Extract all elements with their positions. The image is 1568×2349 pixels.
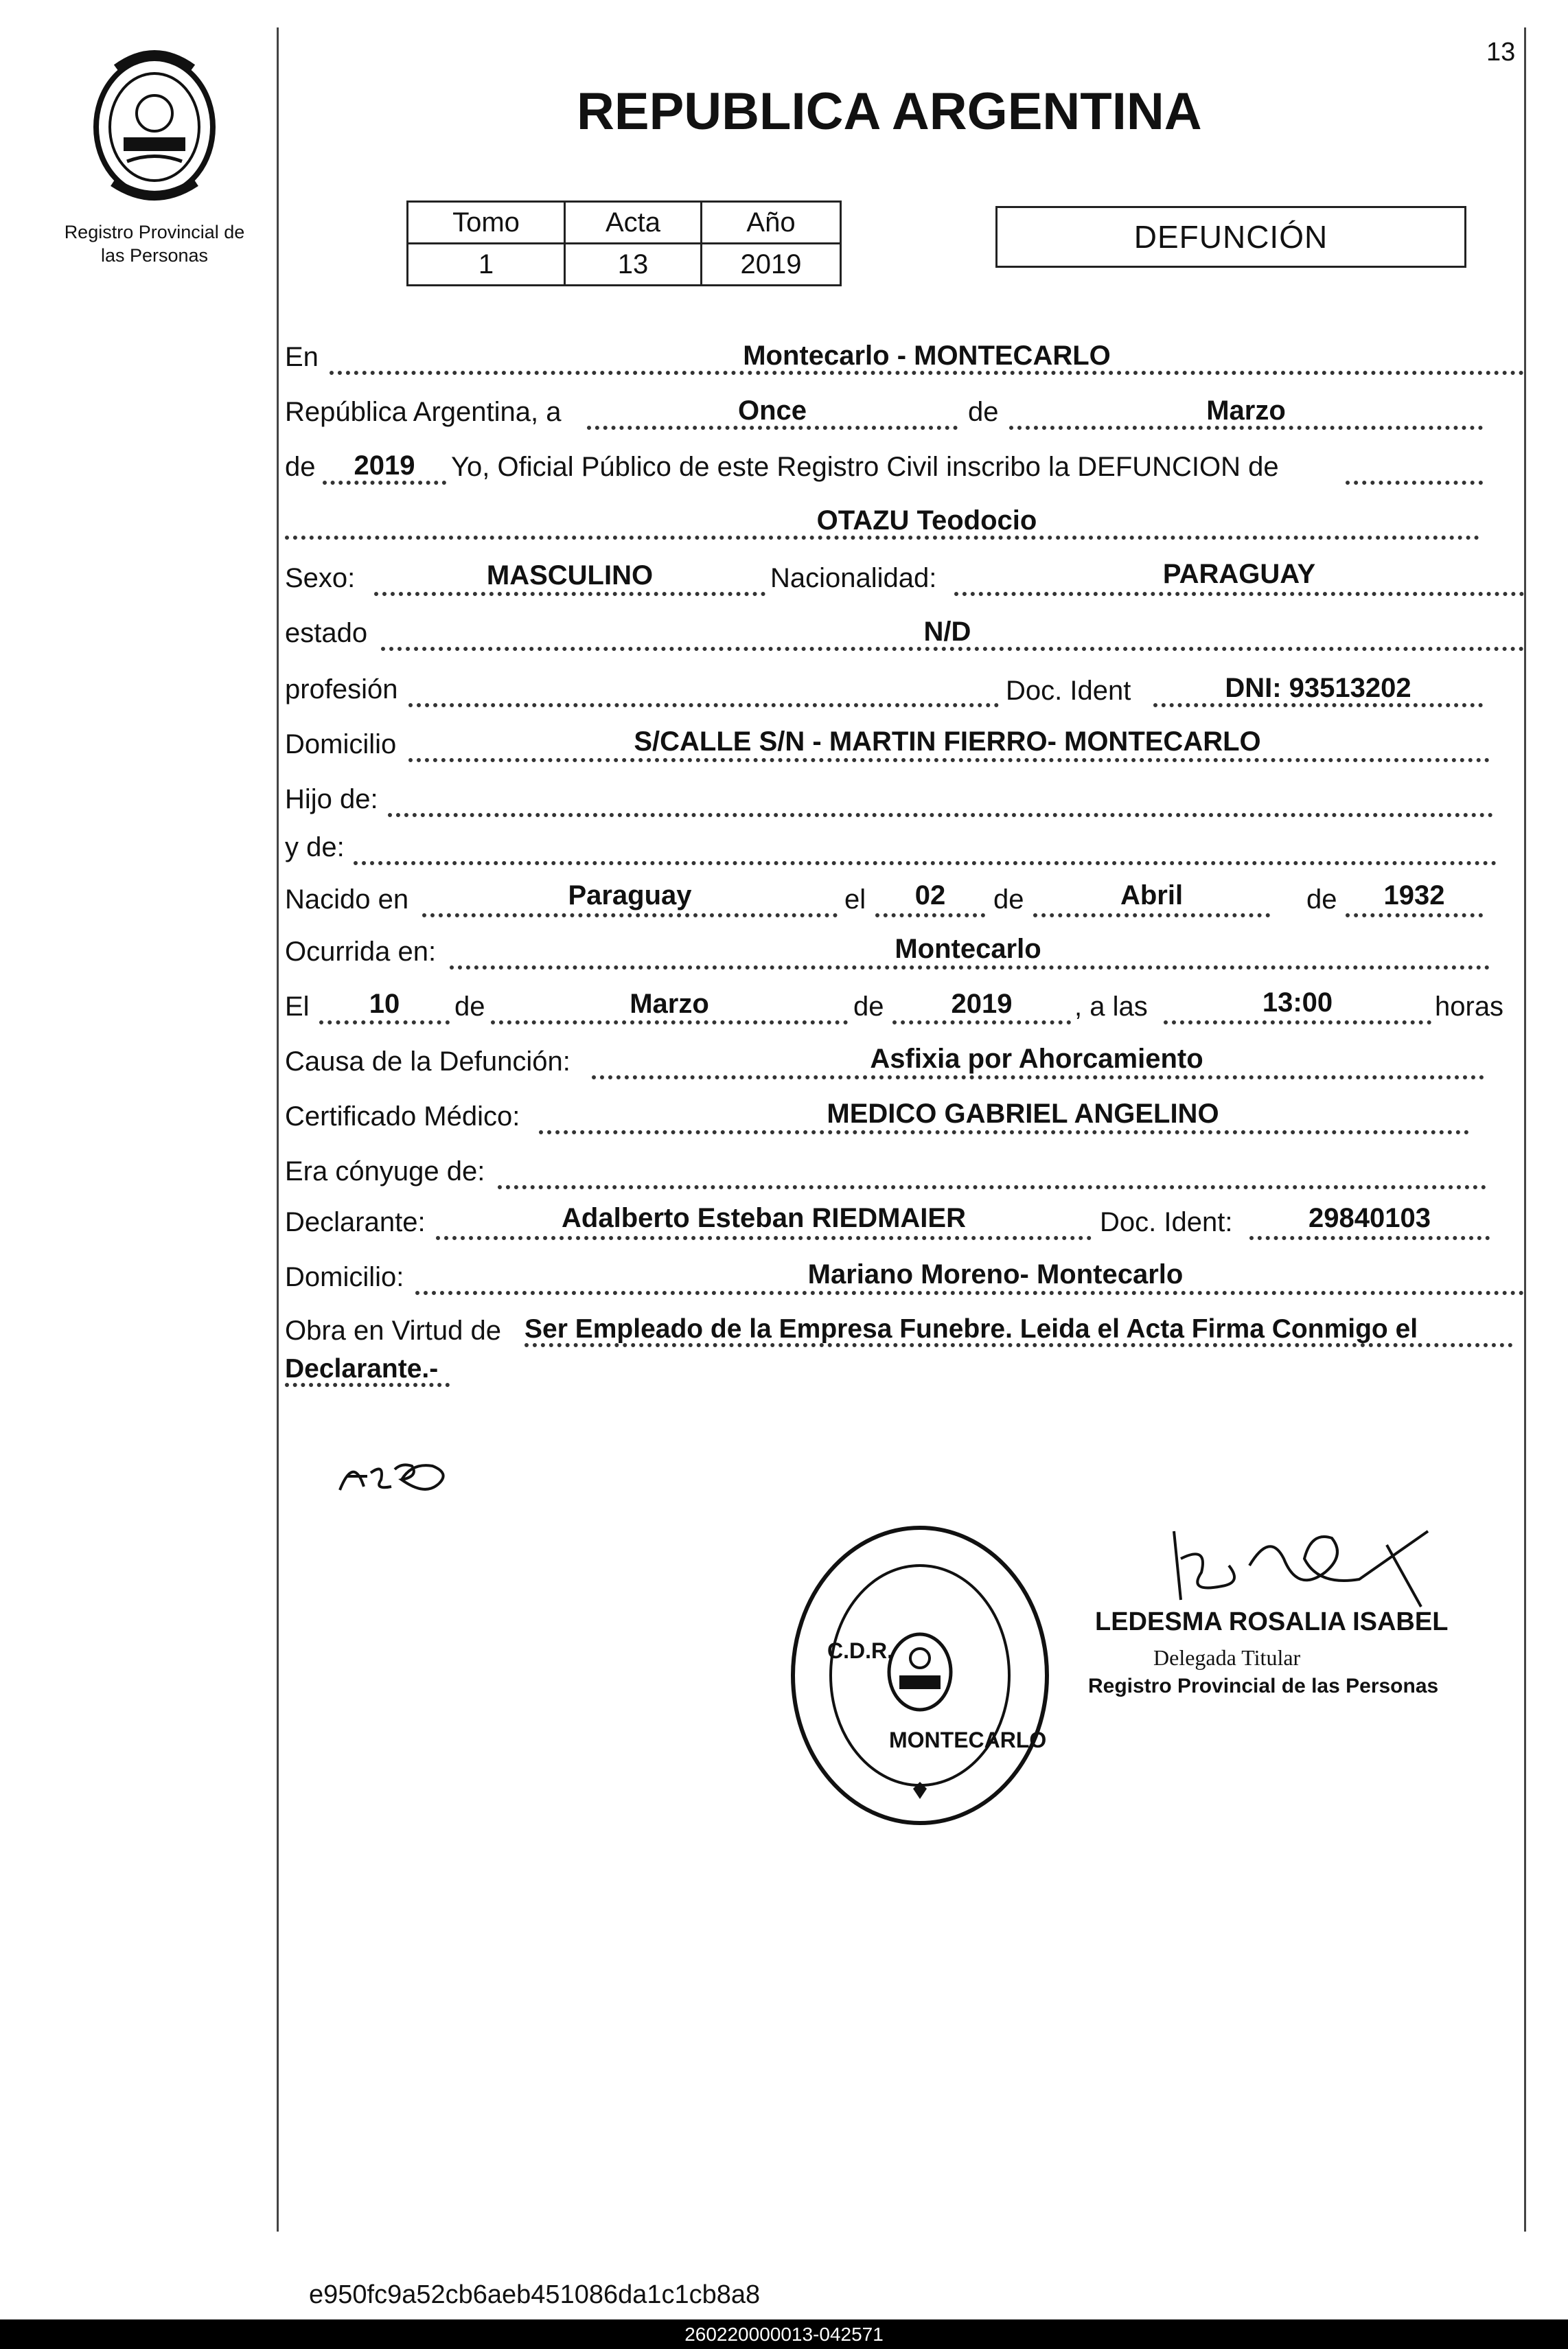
dotted-line: [892, 1020, 1071, 1024]
label-de-anio2: de: [1306, 884, 1337, 915]
dotted-line: [408, 758, 1490, 762]
document-title: REPUBLICA ARGENTINA: [577, 82, 1202, 141]
label-domicilio2: Domicilio:: [285, 1262, 404, 1292]
value-fallec-dia: 10: [369, 989, 400, 1019]
table-value-tomo: 1: [408, 244, 565, 286]
value-lugar: Montecarlo - MONTECARLO: [743, 341, 1111, 371]
label-nacionalidad: Nacionalidad:: [770, 563, 937, 593]
barcode-number-bar: 260220000013-042571: [0, 2319, 1568, 2349]
value-fallec-anio: 2019: [951, 989, 1013, 1019]
label-hijo-de: Hijo de:: [285, 784, 378, 814]
dotted-line: [388, 813, 1493, 817]
act-type-box: DEFUNCIÓN: [995, 206, 1466, 268]
dotted-line: [539, 1130, 1469, 1134]
dotted-line: [285, 1383, 450, 1387]
left-border-line: [277, 27, 279, 2232]
table-header-tomo: Tomo: [408, 202, 565, 244]
stamp-inner-left: C.D.R.: [827, 1638, 893, 1663]
label-profesion: profesión: [285, 674, 398, 704]
dotted-line: [498, 1185, 1486, 1189]
value-estado: N/D: [923, 617, 971, 647]
value-declarante-domicilio: Mariano Moreno- Montecarlo: [807, 1259, 1184, 1290]
value-nacido-anio: 1932: [1383, 880, 1445, 910]
document-hash: e950fc9a52cb6aeb451086da1c1cb8a8: [309, 2280, 761, 2309]
dotted-line: [319, 1020, 450, 1024]
value-nacionalidad: PARAGUAY: [1162, 559, 1316, 589]
label-el-fecha: El: [285, 992, 310, 1022]
value-hora: 13:00: [1262, 987, 1333, 1018]
label-sexo: Sexo:: [285, 563, 356, 593]
value-nombre: OTAZU Teodocio: [816, 505, 1037, 536]
value-obra-line1: Ser Empleado de la Empresa Funebre. Leida el Acta Firma Conmigo el: [524, 1314, 1418, 1344]
value-declarante: Adalberto Esteban RIEDMAIER: [562, 1203, 966, 1233]
signer-role: Delegada Titular: [1153, 1645, 1301, 1670]
value-sexo: MASCULINO: [486, 560, 654, 591]
dotted-line: [1033, 913, 1270, 917]
value-nacido-mes: Abril: [1120, 880, 1184, 910]
signer-name: LEDESMA ROSALIA ISABEL: [1095, 1607, 1449, 1636]
label-el: el: [844, 884, 866, 915]
registry-name-line1: Registro Provincial de: [64, 222, 245, 242]
dotted-line: [491, 1020, 848, 1024]
value-declarante-doc: 29840103: [1308, 1203, 1431, 1233]
value-nacido-lugar: Paraguay: [568, 880, 692, 910]
value-obra-line2: Declarante.-: [285, 1354, 439, 1384]
label-en: En: [285, 342, 319, 372]
right-border-line: [1524, 27, 1526, 2232]
dotted-line: [408, 703, 999, 707]
dotted-line: [450, 965, 1490, 970]
dotted-line: [524, 1343, 1513, 1347]
record-table: [406, 200, 842, 286]
page-number: 13: [1486, 38, 1516, 67]
value-anio-registro: 2019: [354, 450, 415, 481]
label-de-anio: de: [285, 452, 316, 482]
table-value-acta: 13: [565, 244, 702, 286]
value-mes-texto: Marzo: [1206, 396, 1286, 426]
dotted-line: [354, 861, 1497, 865]
delegation-stamp: [783, 1517, 1057, 1833]
label-republica: República Argentina, a: [285, 397, 562, 427]
label-causa: Causa de la Defunción:: [285, 1046, 570, 1077]
registry-name-line2: las Personas: [100, 245, 209, 266]
table-header-anio: Año: [702, 202, 841, 244]
value-dia-texto: Once: [737, 396, 807, 426]
dotted-line: [875, 913, 985, 917]
value-domicilio: S/CALLE S/N - MARTIN FIERRO- MONTECARLO: [634, 726, 1261, 757]
value-nacido-dia: 02: [914, 880, 946, 910]
label-nacido-en: Nacido en: [285, 884, 409, 915]
value-doc: DNI: 93513202: [1225, 673, 1411, 703]
label-conyuge: Era cónyuge de:: [285, 1156, 485, 1187]
label-de-fallec-anio: de: [853, 992, 884, 1022]
dotted-line: [1346, 481, 1483, 485]
value-ocurrida: Montecarlo: [895, 934, 1041, 964]
value-causa: Asfixia por Ahorcamiento: [870, 1044, 1203, 1074]
label-horas: horas: [1435, 992, 1504, 1022]
table-header-acta: Acta: [565, 202, 702, 244]
misiones-seal-logo: [76, 41, 233, 206]
label-doc-ident: Doc. Ident: [1006, 676, 1131, 706]
label-domicilio: Domicilio: [285, 729, 397, 759]
label-de-mes: de: [993, 884, 1024, 915]
label-certificado: Certificado Médico:: [285, 1101, 520, 1132]
dotted-line: [592, 1075, 1484, 1079]
label-de-fallec-mes: de: [454, 992, 485, 1022]
label-a-las: , a las: [1074, 992, 1148, 1022]
label-declarante: Declarante:: [285, 1207, 426, 1237]
dotted-line: [436, 1236, 1092, 1240]
label-ocurrida-en: Ocurrida en:: [285, 937, 437, 967]
signer-office: Registro Provincial de las Personas: [1088, 1675, 1439, 1697]
table-value-anio: 2019: [702, 244, 841, 286]
dotted-line: [1249, 1236, 1490, 1240]
dotted-line: [1164, 1020, 1431, 1024]
dotted-line: [422, 913, 838, 917]
label-de: de: [968, 397, 999, 427]
dotted-line: [954, 592, 1524, 596]
label-estado: estado: [285, 618, 368, 648]
stamp-inner-bottom: MONTECARLO: [889, 1728, 1047, 1752]
declarant-initials-signature: [336, 1449, 453, 1504]
dotted-line: [415, 1291, 1524, 1295]
dotted-line: [1346, 913, 1483, 917]
label-doc-ident2: Doc. Ident:: [1100, 1207, 1233, 1237]
dotted-line: [374, 592, 765, 596]
label-y-de: y de:: [285, 832, 345, 862]
value-fallec-mes: Marzo: [630, 989, 709, 1019]
label-yo: Yo, Oficial Público de este Registro Civil inscribo la DEFUNCION de: [451, 452, 1279, 482]
value-certificado: MEDICO GABRIEL ANGELINO: [827, 1099, 1219, 1129]
label-obra: Obra en Virtud de: [285, 1316, 502, 1346]
